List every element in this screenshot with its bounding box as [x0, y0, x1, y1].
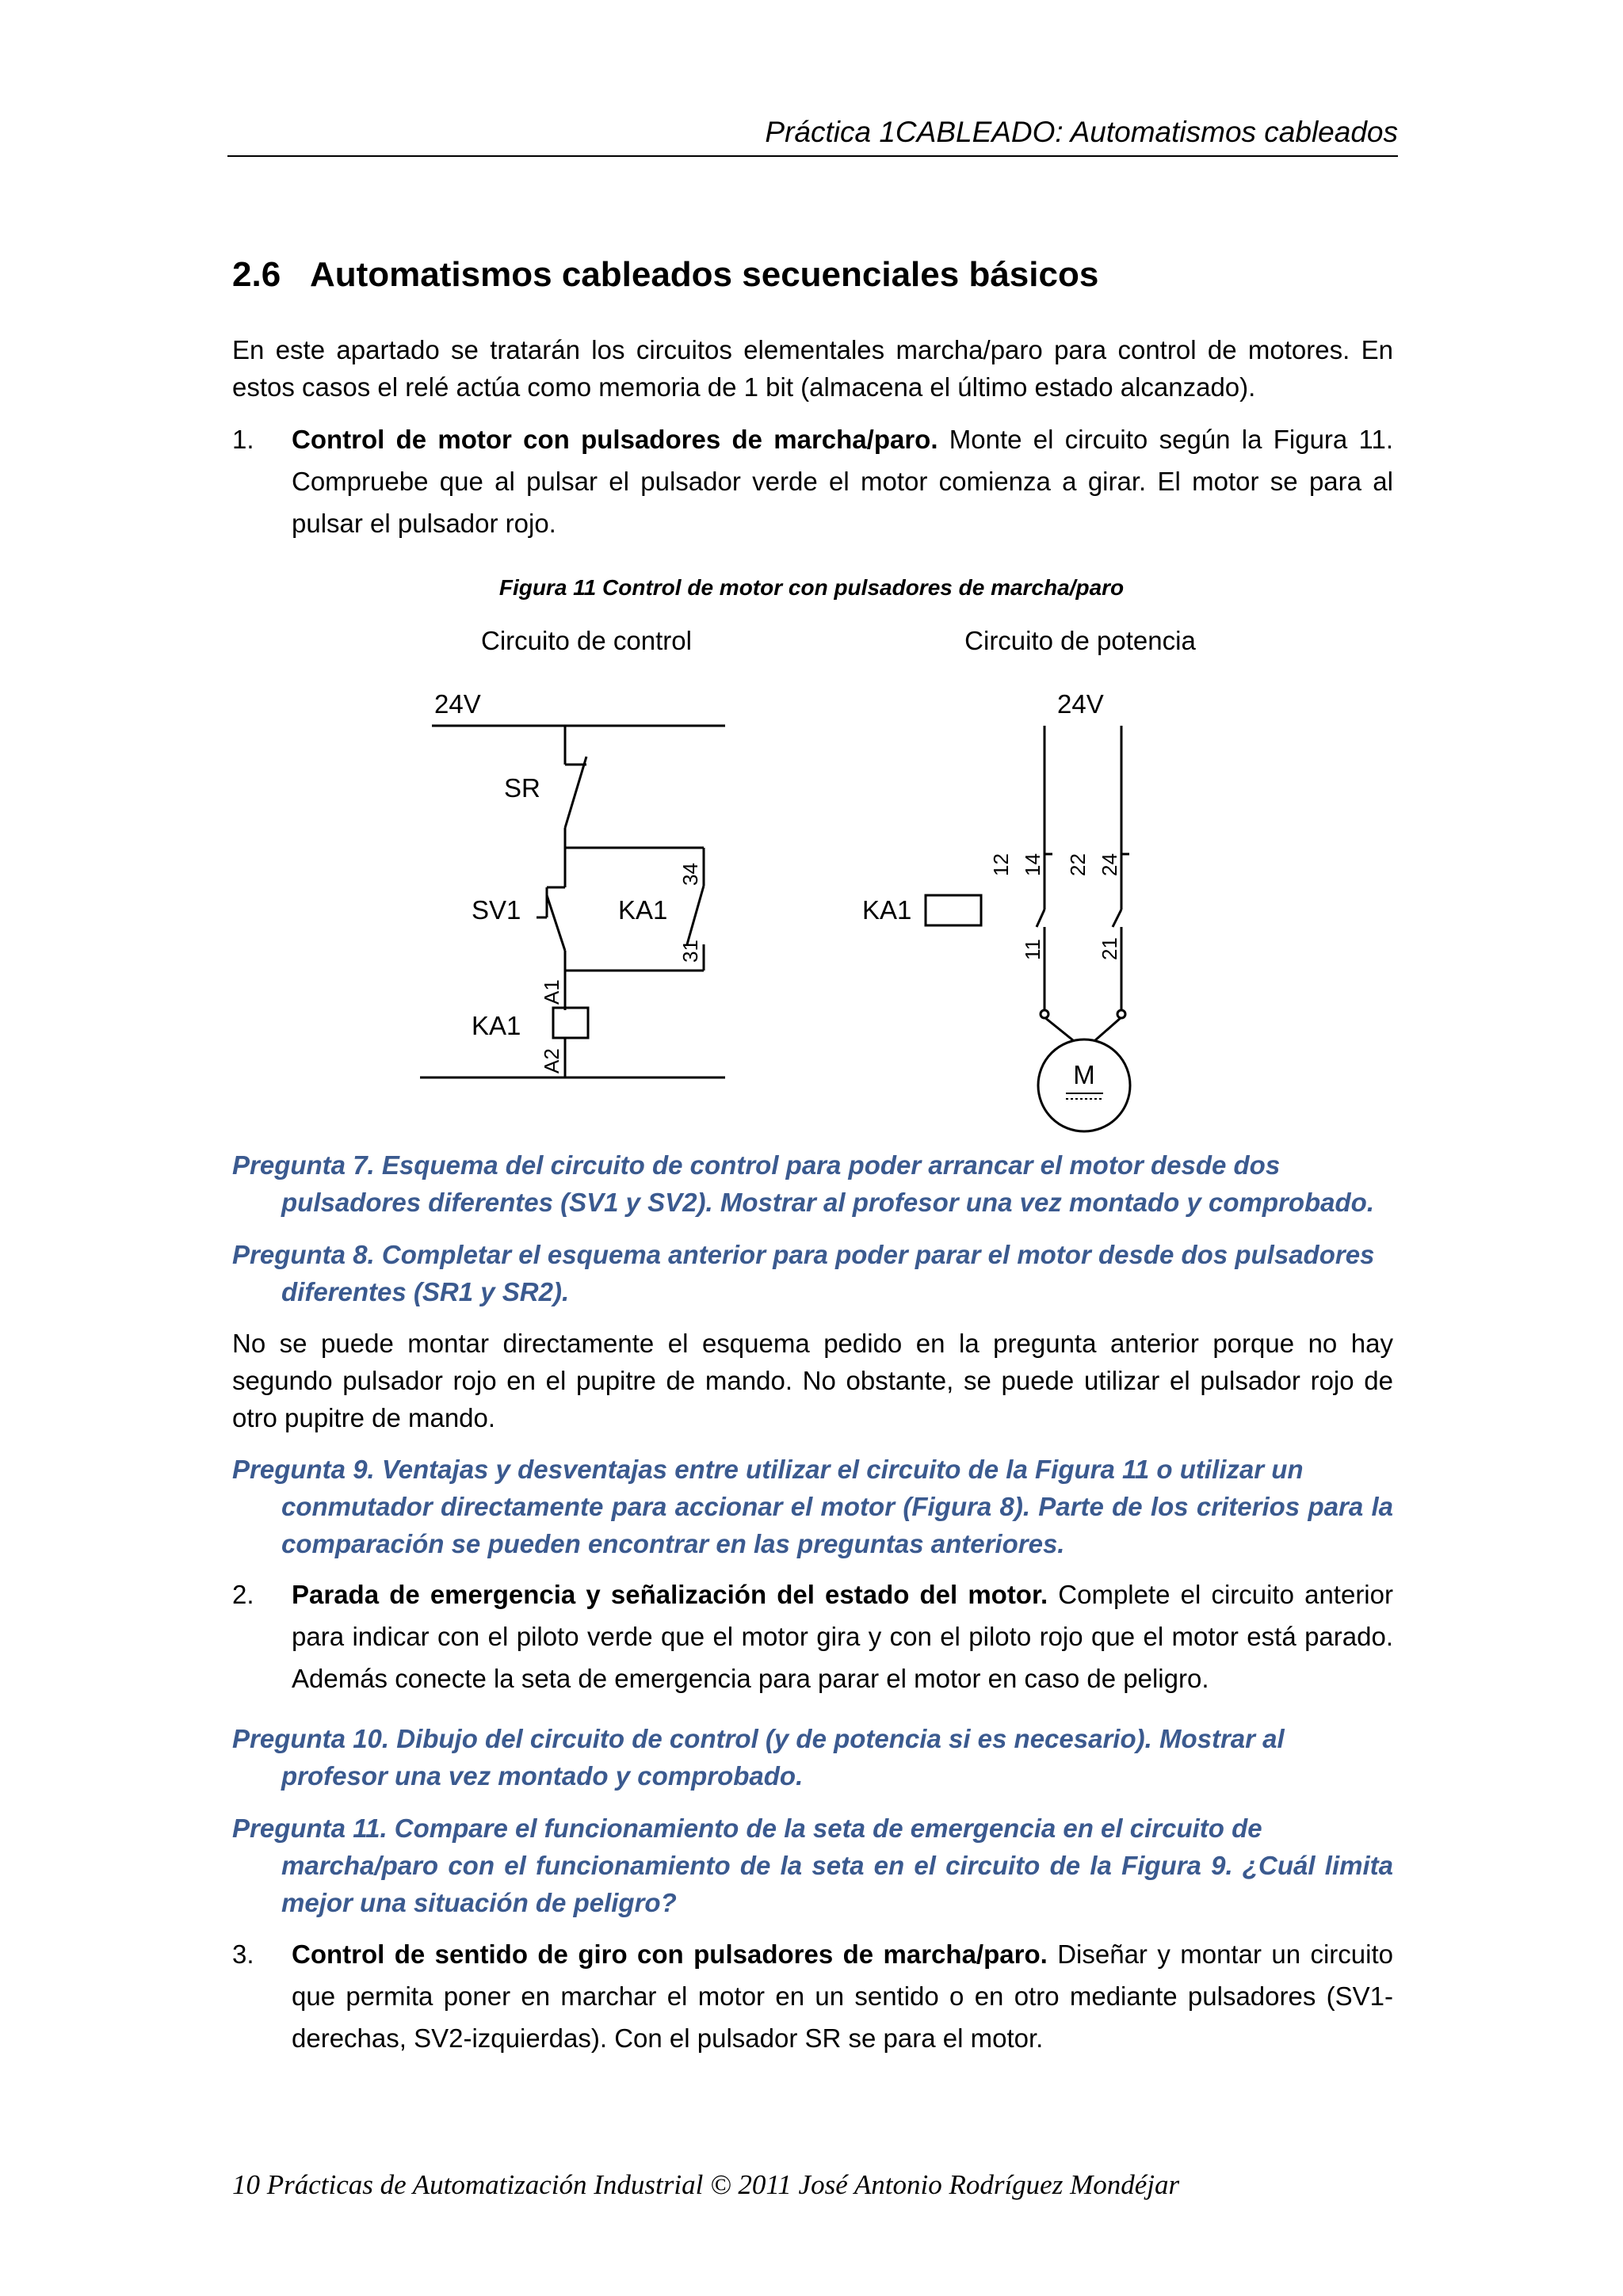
terminal-a2-label: A2	[540, 1048, 563, 1074]
question-11-line1: Pregunta 11. Compare el funcionamiento de la seta de emergencia en el circuito de	[232, 1814, 1262, 1843]
ka1-contact-blade	[687, 886, 704, 944]
motor-label: M	[1073, 1060, 1095, 1089]
terminal-a1-label: A1	[540, 979, 563, 1005]
list-item-text: Complete el circuito anterior para indicar con el piloto verde que el motor gira y con el piloto rojo que el motor está parado. Además conecte la seta de emergencia para parar el motor en caso de peligro.	[292, 1580, 1393, 1693]
list-item-number: 2.	[232, 1580, 254, 1609]
section-title: Automatismos cableados secuenciales básicos	[310, 255, 1099, 294]
question-11	[232, 1810, 1393, 1921]
intro-paragraph: En este apartado se tratarán los circuitos elementales marcha/paro para control de motores. En estos casos el relé actúa como memoria de 1 bit (almacena el último estado alcanzado).	[232, 335, 1393, 402]
motor-terminal-2	[1117, 1010, 1125, 1018]
figure-caption: Figura 11 Control de motor con pulsadores de marcha/paro	[498, 575, 1125, 600]
ka1-main-contact-1	[1037, 910, 1044, 927]
sr-contact-blade	[565, 757, 586, 828]
question-8-line1: Pregunta 8. Completar el esquema anterior para poder parar el motor desde dos pulsadores	[232, 1240, 1375, 1269]
question-9	[232, 1451, 1393, 1562]
terminal-22-label: 22	[1066, 853, 1090, 876]
control-circuit-title: Circuito de control	[481, 626, 692, 655]
terminal-12-label: 12	[989, 853, 1013, 876]
question-8	[232, 1236, 1393, 1310]
sv1-label: SV1	[472, 895, 521, 925]
page-footer: 10 Prácticas de Automatización Industrial © 2011 José Antonio Rodríguez Mondéjar	[232, 2169, 1180, 2200]
power-voltage-label: 24V	[1057, 689, 1104, 719]
motor-terminal-1	[1041, 1010, 1048, 1018]
question-8-line2: diferentes (SR1 y SR2).	[281, 1277, 570, 1306]
list-item-number: 3.	[232, 1939, 254, 1969]
list-item-3	[232, 1933, 1393, 2059]
terminal-24-label: 24	[1098, 853, 1121, 876]
question-7	[232, 1146, 1393, 1221]
power-circuit-title: Circuito de potencia	[964, 626, 1196, 655]
ka1-power-label: KA1	[862, 895, 912, 925]
ka1-contact-label: KA1	[618, 895, 668, 925]
list-item-bold: Parada de emergencia y señalización del estado del motor.	[292, 1580, 1048, 1609]
page-header-title: Práctica 1CABLEADO: Automatismos cableados	[765, 116, 1398, 148]
list-item-bold: Control de sentido de giro con pulsadores de marcha/paro.	[292, 1939, 1048, 1969]
motor-lead-2	[1095, 1017, 1121, 1040]
terminal-34-label: 34	[678, 863, 702, 886]
ka1-coil	[553, 1008, 588, 1038]
terminal-11-label: 11	[1021, 939, 1044, 960]
sv1-contact-blade	[547, 895, 565, 951]
list-item-number: 1.	[232, 425, 254, 454]
question-10-line2: profesor una vez montado y comprobado.	[281, 1761, 804, 1791]
section-number: 2.6	[232, 255, 281, 294]
terminal-31-label: 31	[678, 940, 702, 963]
control-voltage-label: 24V	[434, 689, 481, 719]
question-10-line1: Pregunta 10. Dibujo del circuito de control (y de potencia si es necesario). Mostrar al	[232, 1724, 1285, 1753]
motor-lead-1	[1044, 1017, 1073, 1040]
question-7-line1: Pregunta 7. Esquema del circuito de control para poder arrancar el motor desde dos	[232, 1150, 1281, 1180]
terminal-14-label: 14	[1021, 853, 1044, 876]
question-10	[232, 1720, 1393, 1794]
list-item-2	[232, 1573, 1393, 1699]
list-item-text: Monte el circuito según la Figura 11. Compruebe que al pulsar el pulsador verde el motor comienza a girar. El motor se para al pulsar el pulsador rojo.	[292, 425, 1393, 538]
question-11-line2: marcha/paro con el funcionamiento de la seta en el circuito de la Figura 9. ¿Cuál limita mejor una situación de peligro?	[281, 1851, 1393, 1917]
terminal-21-label: 21	[1098, 937, 1121, 960]
question-9-line2: conmutador directamente para accionar el motor (Figura 8). Parte de los criterios para la comparación se pueden encontrar en las preguntas anteriores.	[281, 1492, 1393, 1558]
ka1-coil-label: KA1	[472, 1011, 521, 1040]
note-paragraph: No se puede montar directamente el esquema pedido en la pregunta anterior porque no hay segundo pulsador rojo en el pupitre de mando. No obstante, se puede utilizar el pulsador rojo de otro pupitre de mando.	[232, 1329, 1393, 1432]
sr-label: SR	[504, 773, 540, 803]
question-9-line1: Pregunta 9. Ventajas y desventajas entre utilizar el circuito de la Figura 11 o utilizar un	[232, 1455, 1304, 1484]
ka1-power-coil	[926, 895, 981, 925]
list-item-bold: Control de motor con pulsadores de marcha/paro.	[292, 425, 938, 454]
question-7-line2: pulsadores diferentes (SV1 y SV2). Mostrar al profesor una vez montado y comprobado.	[281, 1188, 1374, 1217]
list-item-text: Diseñar y montar un circuito que permita poner en marchar el motor en un sentido o en otro mediante pulsadores (SV1-derechas, SV2-izquierdas). Con el pulsador SR se para el motor.	[292, 1939, 1393, 2053]
ka1-main-contact-2	[1113, 910, 1121, 927]
